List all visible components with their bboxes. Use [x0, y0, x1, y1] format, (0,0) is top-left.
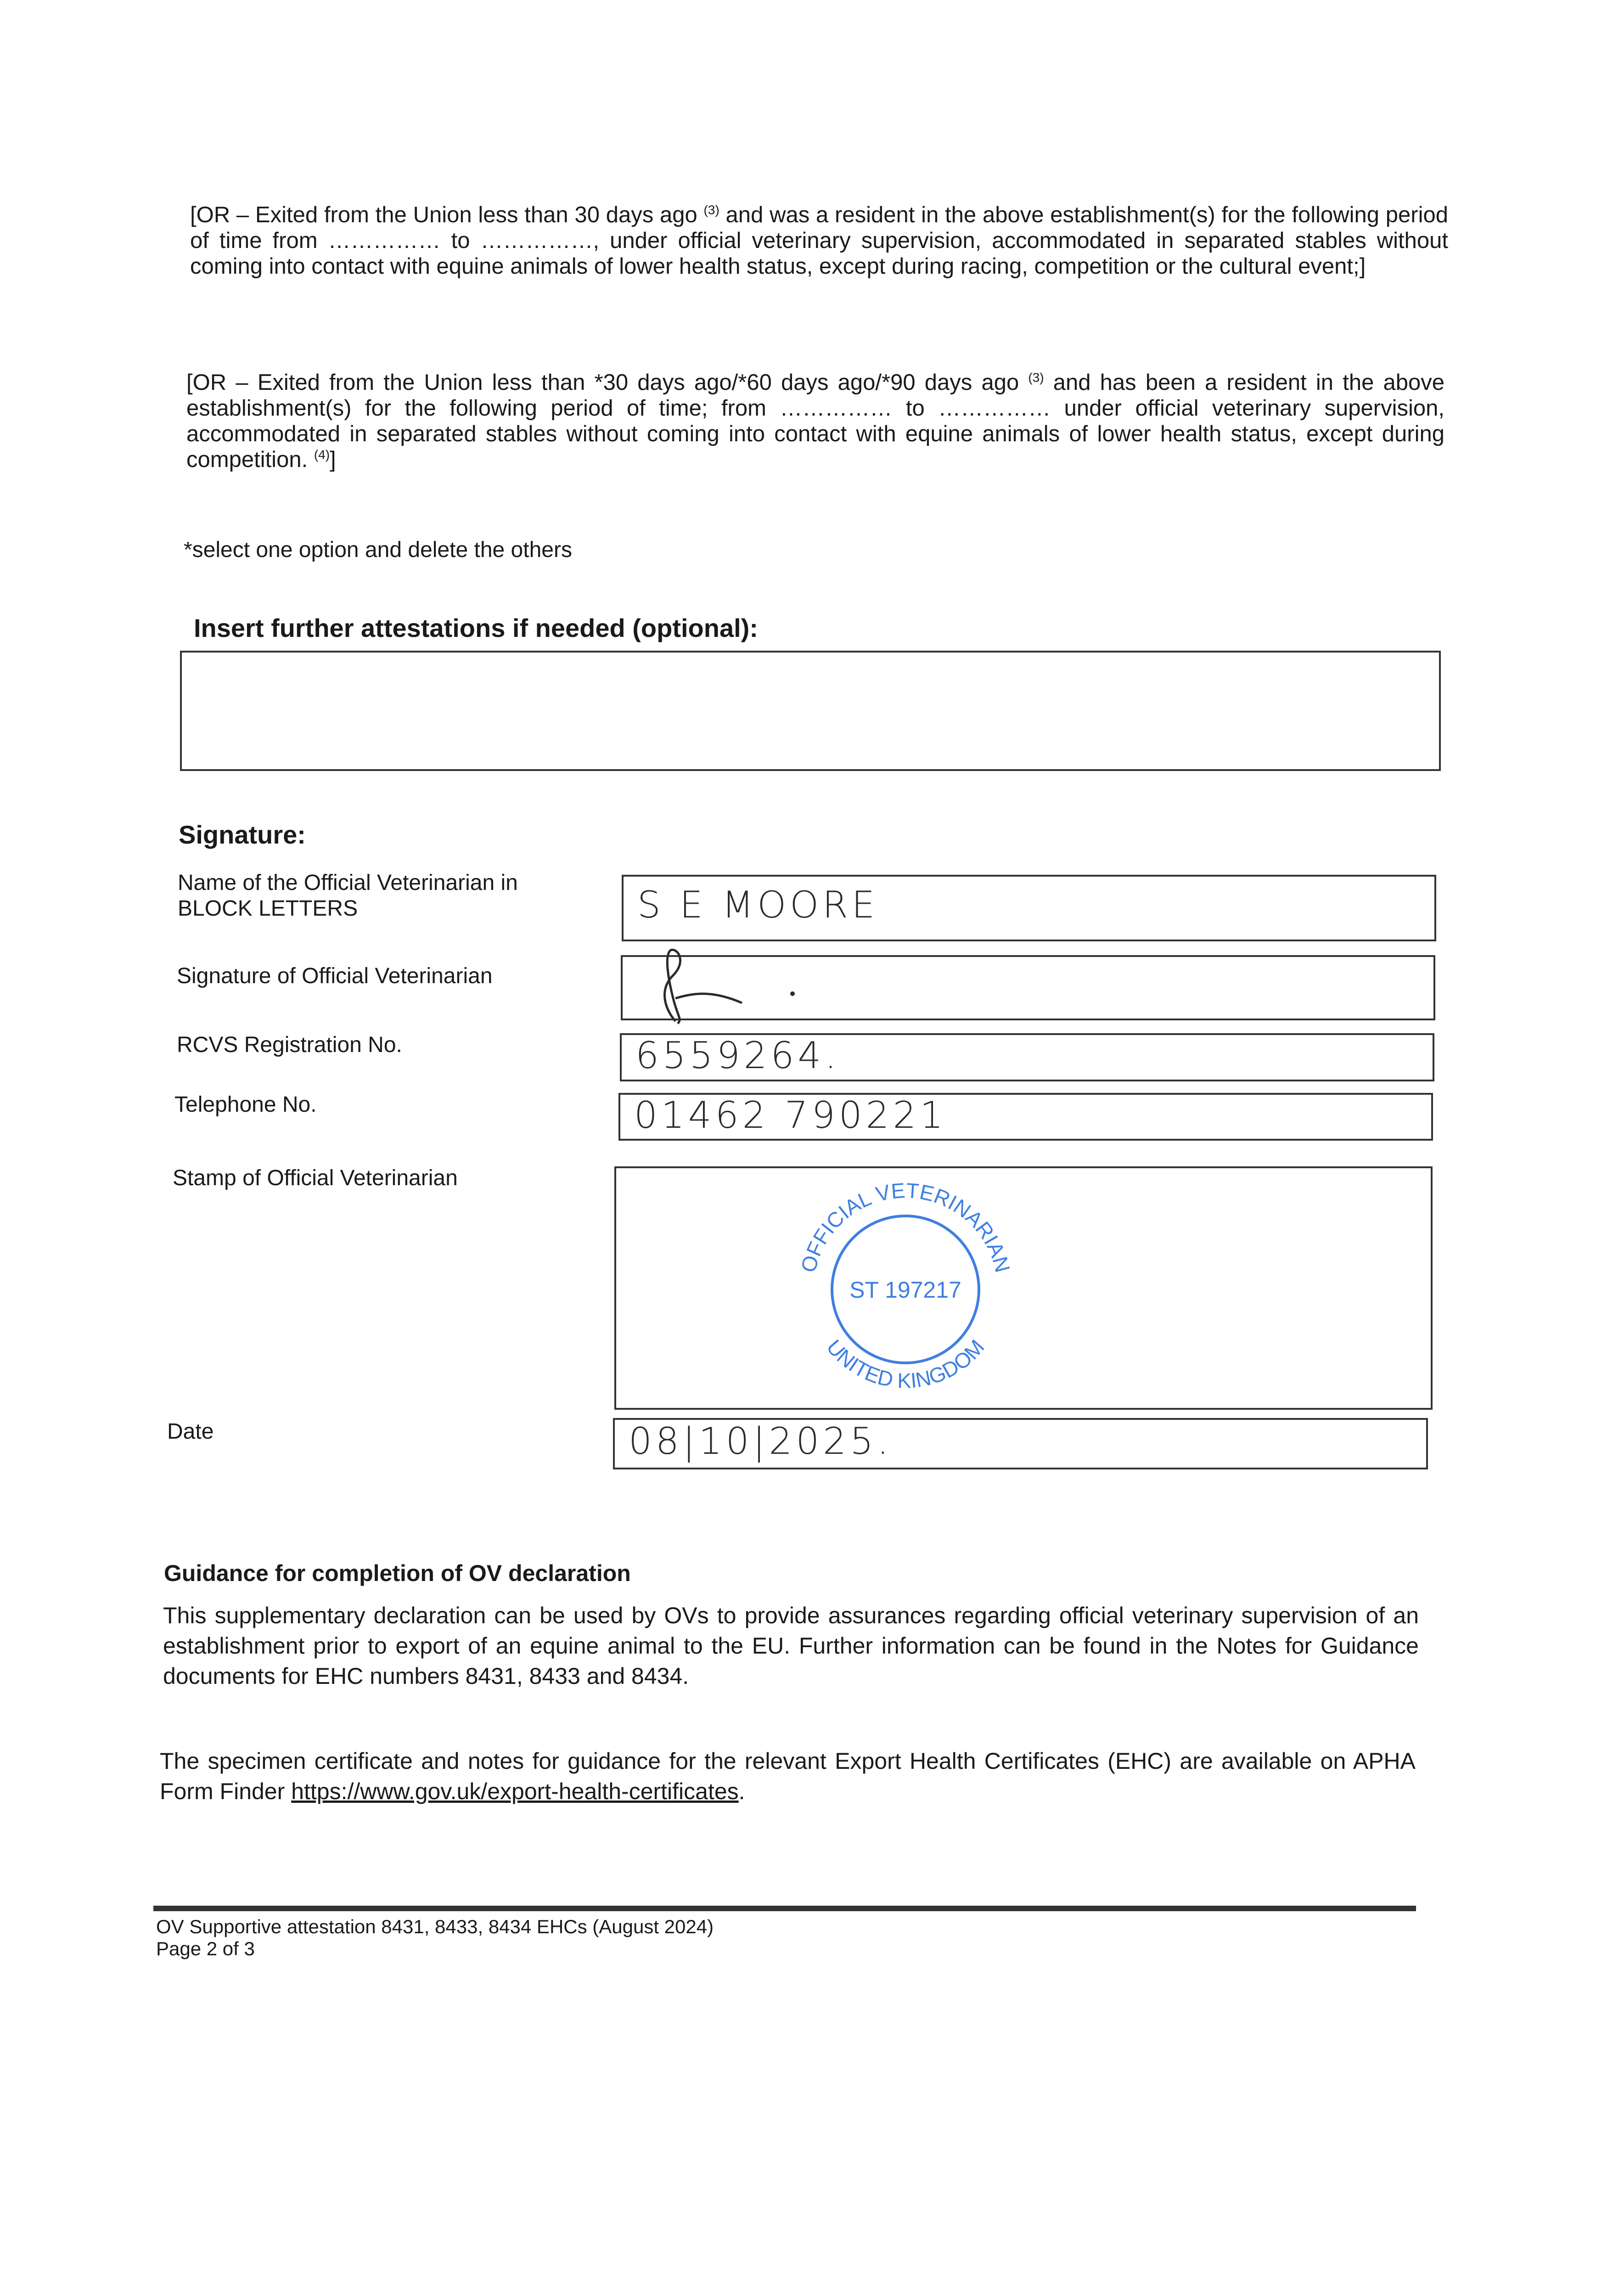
telephone-label: Telephone No.: [174, 1092, 317, 1117]
field-value: 08|10|2025.: [629, 1420, 893, 1463]
guidance-heading: Guidance for completion of OV declaration: [164, 1560, 631, 1586]
handwritten-signature: [650, 939, 843, 1030]
footnote-ref: (3): [703, 203, 719, 217]
export-health-certificates-link[interactable]: https://www.gov.uk/export-health-certificates: [291, 1778, 739, 1804]
rcvs-label: RCVS Registration No.: [177, 1033, 402, 1057]
footer-page-number: Page 2 of 3: [156, 1938, 255, 1959]
footer: [156, 1916, 714, 1960]
further-attestations-field[interactable]: [180, 651, 1441, 771]
footer-divider: [153, 1906, 1416, 1911]
para-text: .: [738, 1778, 745, 1804]
footnote-ref: (4): [314, 447, 330, 462]
stamp-label: Stamp of Official Veterinarian: [173, 1166, 458, 1190]
official-veterinarian-stamp: [768, 1170, 1043, 1409]
para-text: The specimen certificate and notes for guidance for the relevant Export Health Certificates (EHC) are available on APHA Form Finder: [160, 1748, 1416, 1804]
stamp-field: [614, 1166, 1433, 1410]
date-label: Date: [167, 1419, 214, 1444]
stamp-bottom-text: UNITED KINGDOM: [822, 1335, 989, 1393]
guidance-paragraph: This supplementary declaration can be used by OVs to provide assurances regarding official veterinary supervision of an establishment prior to export of an equine animal to the EU. Further information can be found in the Notes for Guidance documents for EHC numbers 8431, 8433 and 8434.: [163, 1603, 1419, 1689]
field-value: 6559264.: [635, 1034, 840, 1077]
ov-signature-label: Signature of Official Veterinarian: [177, 964, 493, 988]
para-text: ]: [330, 447, 336, 472]
date-field[interactable]: [613, 1418, 1428, 1469]
footnote-ref: (3): [1028, 370, 1044, 385]
field-value: S E MOORE: [637, 884, 879, 926]
select-note: *select one option and delete the others: [184, 538, 572, 562]
field-value: 01462 790221: [634, 1094, 947, 1137]
svg-text:OFFICIAL VETERINARIAN: [796, 1178, 1015, 1275]
para-text: [OR – Exited from the Union less than 30 days ago: [190, 203, 704, 227]
option-paragraph-30-days: [190, 202, 1448, 279]
rcvs-field[interactable]: [620, 1033, 1434, 1081]
stamp-top-text: OFFICIAL VETERINARIAN: [796, 1178, 1015, 1275]
ov-signature-field[interactable]: [621, 955, 1435, 1020]
ov-name-field[interactable]: [622, 875, 1436, 941]
para-text: and has been a resident in the above establishment(s) for the following period of time; from …………… to …………… under official veterinary supervision, accommodated in separated stables without coming into contact with equine animals of lower health status, except during competition.: [186, 370, 1444, 472]
footer-document-ref: OV Supportive attestation 8431, 8433, 8434 EHCs (August 2024): [156, 1916, 714, 1937]
para-text: and was a resident in the above establishment(s) for the following period of time from …………… to ……………, under official veterinary supervision, accommodated in separated stables without coming into contact with equine animals of lower health status, except during racing, competition or the cultural event;]: [190, 203, 1448, 279]
ov-name-label: Name of the Official Veterinarian in BLOCK LETTERS: [178, 871, 518, 921]
option-paragraph-30-60-90-days: [186, 370, 1444, 473]
signature-heading: Signature:: [179, 820, 306, 849]
telephone-field[interactable]: [618, 1093, 1433, 1141]
stamp-number: ST 197217: [849, 1277, 961, 1303]
para-text: [OR – Exited from the Union less than *30 days ago/*60 days ago/*90 days ago: [186, 370, 1028, 395]
further-attestations-heading: Insert further attestations if needed (optional):: [194, 613, 758, 642]
guidance-paragraph-links: [160, 1746, 1416, 1806]
